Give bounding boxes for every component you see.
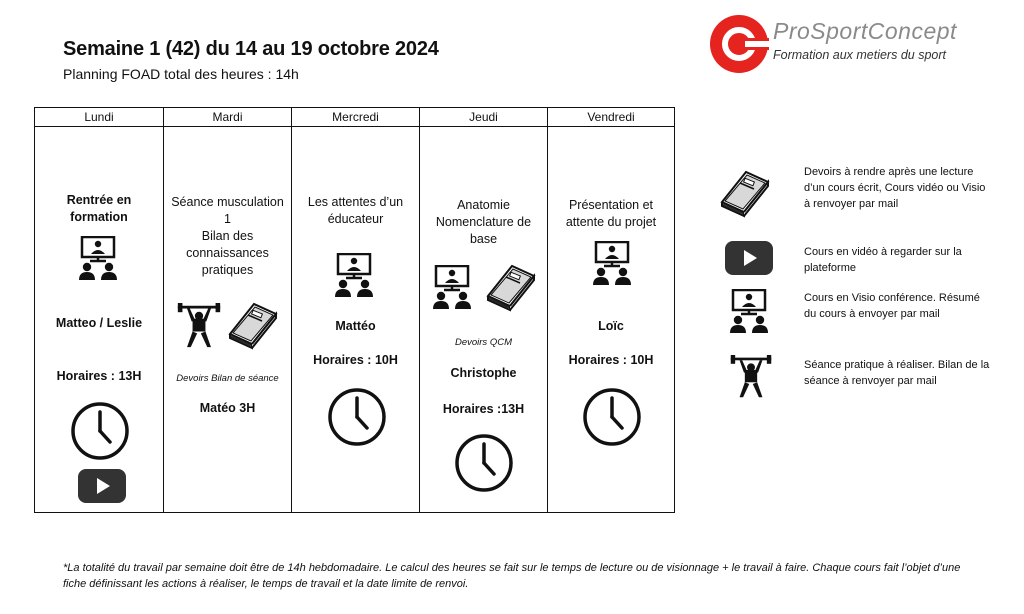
- book-icon: [224, 300, 280, 350]
- legend-video-text: Cours en vidéo à regarder sur la plateforme: [804, 246, 962, 274]
- clock-icon: [582, 387, 642, 447]
- video-icon: [724, 240, 774, 276]
- visio-icon: [334, 253, 374, 297]
- homework-note: Devoirs Bilan de séance: [176, 373, 279, 384]
- teacher-name: Loïc: [598, 319, 624, 333]
- teacher-name: Matéo 3H: [199, 401, 256, 415]
- day-header: Jeudi: [420, 108, 547, 127]
- visio-icon: [78, 236, 118, 280]
- course-hours: Horaires : 10H: [568, 353, 654, 367]
- course-title: Rentrée en formation: [66, 193, 132, 224]
- course-hours: Horaires : 10H: [313, 353, 398, 367]
- course-hours: Horaires : 13H: [56, 369, 142, 383]
- course-hours: Horaires :13H: [442, 402, 525, 416]
- page-subtitle: Planning FOAD total des heures : 14h: [63, 66, 299, 82]
- course-title: Anatomie Nomenclature de base: [435, 198, 532, 246]
- course-title: Séance musculation 1 Bilan des connaissances pratiques: [171, 195, 284, 277]
- teacher-name: Christophe: [450, 366, 517, 380]
- clock-icon: [70, 401, 130, 461]
- visio-icon: [729, 289, 769, 333]
- page-title: Semaine 1 (42) du 14 au 19 octobre 2024: [63, 38, 439, 60]
- clock-icon: [327, 387, 387, 447]
- teacher-name: Mattéo: [335, 319, 376, 333]
- video-icon: [77, 468, 127, 504]
- day-column-mardi: [164, 108, 292, 512]
- day-header: Lundi: [35, 108, 163, 127]
- visio-icon: [592, 241, 632, 285]
- brand-logo: [709, 14, 1009, 76]
- weekly-schedule-table: [34, 107, 675, 513]
- day-column-vendredi: [548, 108, 674, 512]
- day-column-jeudi: [420, 108, 548, 512]
- clock-icon: [454, 433, 514, 493]
- logo-tagline: Formation aux metiers du sport: [773, 48, 946, 62]
- book-icon: [482, 262, 538, 312]
- legend-visio-text: Cours en Visio conférence. Résumé du cours à envoyer par mail: [804, 292, 980, 320]
- teacher-name: Matteo / Leslie: [55, 316, 143, 330]
- weightlifter-icon: [729, 353, 773, 401]
- homework-note: Devoirs QCM: [454, 337, 512, 348]
- day-header: Vendredi: [548, 108, 674, 127]
- book-icon: [716, 168, 772, 218]
- course-title: Présentation et attente du projet: [565, 198, 657, 229]
- day-column-lundi: [35, 108, 164, 512]
- legend-lifter-text: Séance pratique à réaliser. Bilan de la séance à renvoyer par mail: [804, 359, 990, 387]
- logo-mark-icon: [709, 14, 769, 74]
- footnote: *La totalité du travail par semaine doit être de 14h hebdomadaire. Le calcul des heures se fait sur le temps de lecture ou de visionnage + le travail à faire. Chaque cours fait l’objet d’une fiche définissant les actions à réaliser, le temps de travail et la date limite de renvoi.: [63, 562, 961, 590]
- weightlifter-icon: [176, 303, 222, 349]
- logo-name: ProSportConcept: [773, 18, 957, 44]
- legend-book-text: Devoirs à rendre après une lecture d’un cours écrit, Cours vidéo ou Visio à renvoyer par mail: [804, 166, 986, 210]
- day-header: Mardi: [164, 108, 291, 127]
- day-header: Mercredi: [292, 108, 419, 127]
- visio-icon: [432, 265, 472, 309]
- course-title: Les attentes d’un éducateur: [307, 195, 404, 226]
- day-column-mercredi: [292, 108, 420, 512]
